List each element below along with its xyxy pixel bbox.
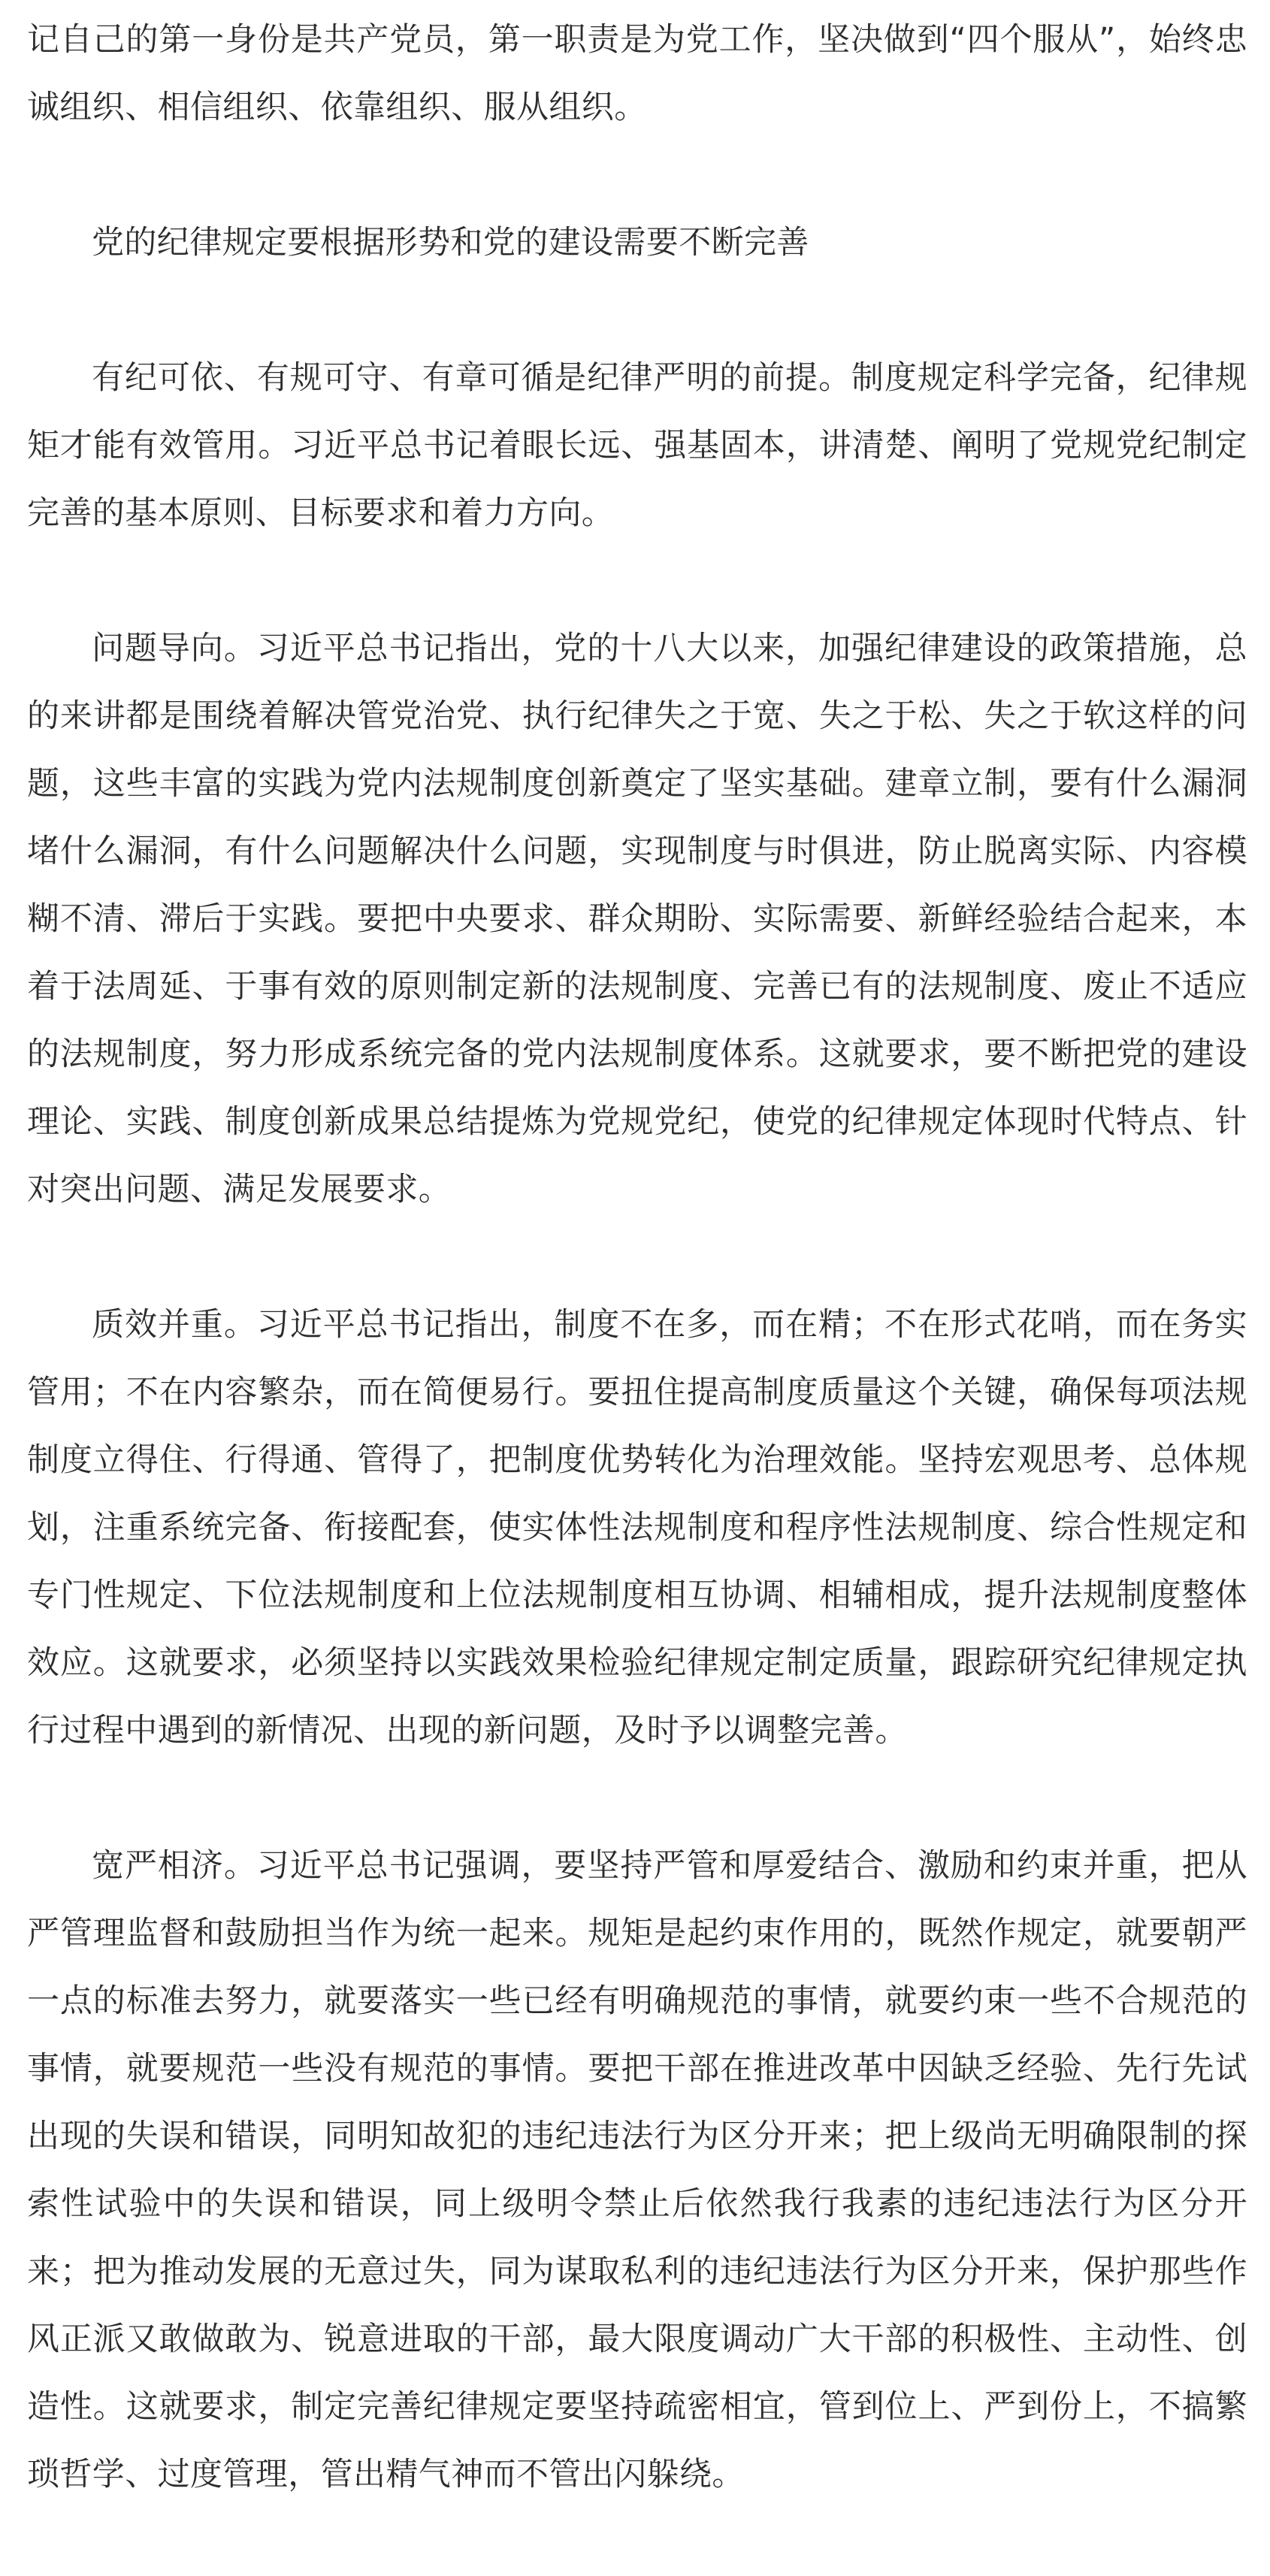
paragraph-continuation: 记自己的第一身份是共产党员，第一职责是为党工作，坚决做到“四个服从”，始终忠诚组织、相信组织、依靠组织、服从组织。	[27, 21, 1247, 126]
paragraph-problem-oriented: 问题导向。习近平总书记指出，党的十八大以来，加强纪律建设的政策措施，总的来讲都是围绕着解决管党治党、执行纪律失之于宽、失之于松、失之于软这样的问题，这些丰富的实践为党内法规制度创新奠定了坚实基础。建章立制，要有什么漏洞堵什么漏洞，有什么问题解决什么问题，实现制度与时俱进，防止脱离实际、内容模糊不清、滞后于实践。要把中央要求、群众期盼、实际需要、新鲜经验结合起来，本着于法周延、于事有效的原则制定新的法规制度、完善已有的法规制度、废止不适应的法规制度，努力形成系统完备的党内法规制度体系。这就要求，要不断把党的建设理论、实践、制度创新成果总结提炼为党规党纪，使党的纪律规定体现时代特点、针对突出问题、满足发展要求。	[27, 630, 1247, 1208]
paragraph-quality-efficiency: 质效并重。习近平总书记指出，制度不在多，而在精；不在形式花哨，而在务实管用；不在内容繁杂，而在简便易行。要扭住提高制度质量这个关键，确保每项法规制度立得住、行得通、管得了，把制度优势转化为治理效能。坚持宏观思考、总体规划，注重系统完备、衔接配套，使实体性法规制度和程序性法规制度、综合性规定和专门性规定、下位法规制度和上位法规制度相互协调、相辅相成，提升法规制度整体效应。这就要求，必须坚持以实践效果检验纪律规定制定质量，跟踪研究纪律规定执行过程中遇到的新情况、出现的新问题，及时予以调整完善。	[27, 1306, 1247, 1749]
article-body	[27, 6, 1247, 2576]
paragraph-intro: 有纪可依、有规可守、有章可循是纪律严明的前提。制度规定科学完备，纪律规矩才能有效管用。习近平总书记着眼长远、强基固本，讲清楚、阐明了党规党纪制定完善的基本原则、目标要求和着力方向。	[27, 359, 1247, 532]
paragraph-leniency-strictness: 宽严相济。习近平总书记强调，要坚持严管和厚爱结合、激励和约束并重，把从严管理监督和鼓励担当作为统一起来。规矩是起约束作用的，既然作规定，就要朝严一点的标准去努力，就要落实一些已经有明确规范的事情，就要约束一些不合规范的事情，就要规范一些没有规范的事情。要把干部在推进改革中因缺乏经验、先行先试出现的失误和错误，同明知故犯的违纪违法行为区分开来；把上级尚无明确限制的探索性试验中的失误和错误，同上级明令禁止后依然我行我素的违纪违法行为区分开来；把为推动发展的无意过失，同为谋取私利的违纪违法行为区分开来，保护那些作风正派又敢做敢为、锐意进取的干部，最大限度调动广大干部的积极性、主动性、创造性。这就要求，制定完善纪律规定要坚持疏密相宜，管到位上、严到份上，不搞繁琐哲学、过度管理，管出精气神而不管出闪躲绕。	[27, 1847, 1247, 2493]
section-heading: 党的纪律规定要根据形势和党的建设需要不断完善	[92, 224, 809, 262]
